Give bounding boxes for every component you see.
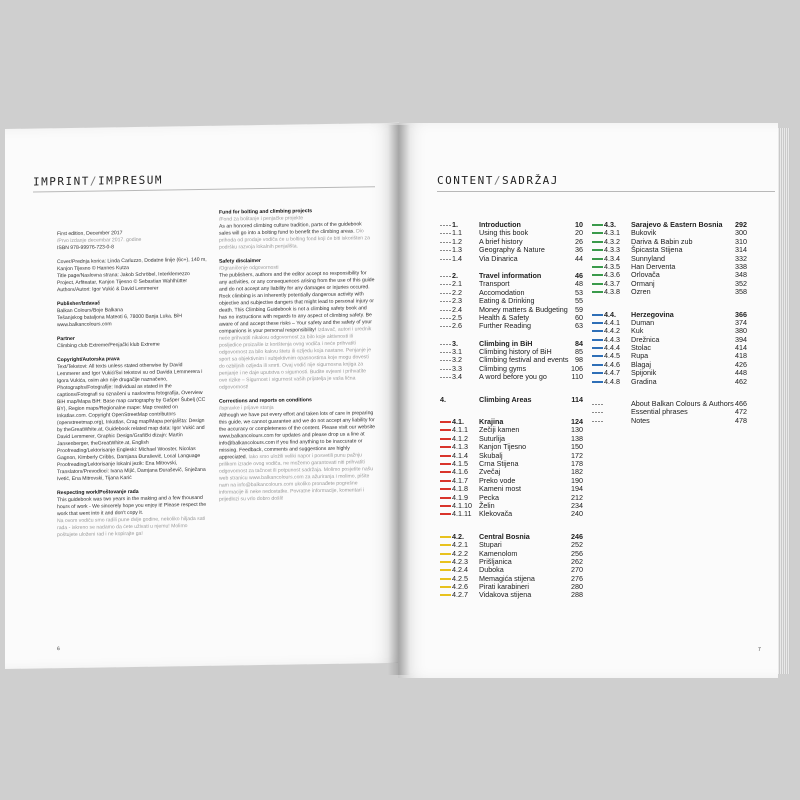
toc-color-marker [440, 318, 451, 319]
toc-color-marker [592, 404, 603, 405]
toc-title: Pecka [479, 492, 499, 502]
toc-title: Duboka [479, 565, 504, 575]
toc-number: 4.4.4 [604, 343, 620, 353]
authors-credit: Authors/Autori: Igor Vukić & David Lemmerer [57, 285, 159, 294]
toc-number: 4.2.6 [452, 582, 468, 592]
toc-title: Notes [631, 415, 650, 425]
toc-number: 4.2.5 [452, 573, 468, 583]
toc-color-marker [592, 355, 603, 357]
toc-number: 1.4 [452, 253, 462, 263]
toc-page-number: 348 [735, 270, 747, 280]
toc-color-marker [592, 224, 603, 226]
toc-color-marker [440, 377, 451, 378]
toc-number: 4.3.5 [604, 261, 620, 271]
toc-title: About Balkan Colours & Authors [631, 399, 734, 409]
safety-text-hr: Izdavač, autori i urednik neće prihvatiti nikakvu odgovornost za bilo koje aktivnosti ili posljedice proizašle iz korištenja ovog vodiča i neće prihvatiti odgovornost za bilo kakvu štetu ili ozljedu koja nastane. Penjanje je sport sa objektivnim i subjektivnim opasnostima koje mogu dovesti do ozbiljnih ozljeda ili smrti. Ovaj vodič nije sigurnosna knjiga za penjanje i ne daje uputstva o sigurnosti. Budite svjesni i prihvatite ove rizike – Sigurnost i sigurnost vaših prijatelja je vaša lična odgovornost! [219, 326, 372, 391]
toc-color-marker [440, 259, 451, 260]
respecting-work-text: This guidebook was two years in the making and a few thousand hours of work - We sincerely hope you enjoy it! Please respect the work that went into it and don't copy it. [57, 494, 207, 518]
toc-color-marker [440, 326, 451, 327]
toc-page-number: 414 [735, 343, 747, 353]
toc-number: 4.2. [452, 531, 464, 541]
toc-title: Accomodation [479, 287, 525, 297]
toc-number: 3.4 [452, 372, 462, 382]
toc-title: Drežnica [631, 334, 660, 344]
partner-name: Climbing club Extreme/Penjački klub Extreme [57, 341, 160, 350]
toc-page-number: 358 [735, 287, 747, 297]
toc-page-number: 46 [575, 270, 583, 280]
toc-page-number: 462 [735, 376, 747, 386]
toc-page-number: 20 [575, 228, 583, 238]
toc-color-marker [440, 586, 451, 588]
publisher-website: www.balkancolours.com [57, 321, 112, 329]
toc-page-number: 182 [571, 467, 583, 477]
publisher-name: Balkan Colours/Boje Balkana [57, 307, 123, 315]
toc-page-number: 352 [735, 278, 747, 288]
toc-page-number: 472 [735, 407, 747, 417]
heading-separator: / [89, 174, 98, 188]
heading-separator: / [493, 174, 502, 187]
title-page-credit: Title page/Naslovna strana: Jakob Schröbel, Interklemezzo Project, Arfiteatar, Kanjon Tijesno © Sebastian Wahlhütter [57, 271, 190, 287]
toc-title: Money matters & Budgeting [479, 304, 568, 314]
toc-title: Skubalj [479, 450, 503, 460]
toc-color-marker [440, 242, 451, 243]
toc-number: 1.1 [452, 228, 462, 238]
toc-color-marker [592, 266, 603, 268]
content-heading [437, 174, 559, 187]
toc-title: Spijonik [631, 368, 657, 378]
toc-color-marker [592, 274, 603, 276]
toc-title: Kamenolom [479, 548, 518, 558]
toc-page-number: 194 [571, 484, 583, 494]
toc-title: Essential phrases [631, 407, 688, 417]
toc-color-marker [440, 233, 451, 234]
toc-page-number: 172 [571, 450, 583, 460]
toc-color-marker [440, 578, 451, 580]
toc-page-number: 124 [571, 417, 583, 427]
toc-color-marker [440, 250, 451, 251]
toc-page-number: 314 [735, 245, 747, 255]
toc-title: Kameni most [479, 484, 521, 494]
heading-rule [437, 191, 775, 192]
publisher-label: Publisher/Izdavač [57, 300, 101, 308]
toc-color-marker [592, 330, 603, 332]
toc-color-marker [440, 544, 451, 546]
toc-number: 4.1.4 [452, 450, 468, 460]
toc-number: 2. [452, 270, 458, 280]
toc-page-number: 130 [571, 425, 583, 435]
toc-number: 2.3 [452, 296, 462, 306]
toc-page-number: 178 [571, 458, 583, 468]
fund-label-hr: /Fond za bolitanje i penjačke projekte [219, 215, 304, 223]
toc-color-marker [592, 232, 603, 234]
toc-column-1 [440, 221, 583, 600]
safety-text: The publishers, authors and the editor accept no responsibility for any activities, or any consequences arising from the use of this guide and do not accept any liability for any damages or injuries occured. Rock climbing is an inherently potentially dangerous activity with objective and subjective dangers that might lead to personal injury or death. This Climbing Guidebook is not a climbing safety book and has no instructions with regards to any aspect of climbing safety. Be aware of and accept these risks – Your safety and the safety of your companions is your personal responsibility! [219, 270, 375, 335]
toc-number: 1.3 [452, 245, 462, 255]
cover-credit: Cover/Prednja korica: Linda Carluzzo, Dodatne linije (6c+), 140 m, Kanjon Tijesno © Hannes Kutza [57, 256, 207, 273]
safety-label: Safety disclaimer [219, 257, 261, 265]
toc-title: Climbing gyms [479, 363, 527, 373]
respecting-work-label: Respecting work/Poštovanje rada [57, 488, 139, 497]
content-heading-hr: SADRŽAJ [501, 174, 559, 187]
toc-number: 4.4.6 [604, 359, 620, 369]
toc-number: 4.1.8 [452, 484, 468, 494]
toc-title: Crna Stijena [479, 458, 519, 468]
toc-page-number: 374 [735, 317, 747, 327]
toc-title: Zvečaj [479, 467, 501, 477]
toc-page-number: 110 [571, 372, 583, 382]
toc-title: Kanjon Tijesno [479, 442, 527, 452]
toc-page-number: 380 [735, 326, 747, 336]
toc-number: 3.2 [452, 355, 462, 365]
toc-title: Via Dinarica [479, 253, 518, 263]
toc-spacer [592, 386, 747, 400]
page-edges [778, 128, 790, 674]
imprint-column-right [219, 207, 375, 510]
toc-color-marker [592, 249, 603, 251]
toc-page-number: 44 [575, 253, 583, 263]
toc-number: 4.4.7 [604, 368, 620, 378]
left-page [5, 123, 399, 669]
toc-page-number: 252 [571, 540, 583, 550]
toc-entry[interactable] [592, 288, 747, 296]
toc-title: Vidakova stijena [479, 590, 532, 600]
toc-page-number: 190 [571, 475, 583, 485]
toc-title: Klekovača [479, 509, 513, 519]
edition-text: First edition, December 2017 [57, 230, 123, 238]
toc-title: Climbing history of BiH [479, 347, 552, 357]
toc-color-marker [440, 536, 451, 538]
toc-title: Preko vode [479, 475, 516, 485]
toc-title: Ormanj [631, 278, 655, 288]
toc-page-number: 310 [735, 236, 747, 246]
partner-label: Partner [57, 335, 75, 343]
publisher-address: Tešanjskog bataljona Mateoti 6, 78000 Banja Luka, BiH [57, 313, 182, 322]
toc-color-marker [440, 276, 451, 277]
toc-page-number: 114 [571, 394, 583, 404]
toc-number: 2.4 [452, 304, 462, 314]
toc-number: 4.1.1 [452, 425, 468, 435]
toc-number: 4.1. [452, 417, 464, 427]
toc-title: Climbing in BiH [479, 338, 533, 348]
toc-title: Eating & Drinking [479, 296, 535, 306]
toc-page-number: 26 [575, 236, 583, 246]
toc-number: 4.2.3 [452, 556, 468, 566]
toc-spacer [592, 297, 747, 311]
toc-number: 4.2.2 [452, 548, 468, 558]
imprint-heading-en: IMPRINT [33, 174, 90, 189]
toc-page-number: 292 [735, 220, 747, 229]
toc-number: 4.1.5 [452, 458, 468, 468]
toc-color-marker [440, 446, 451, 448]
toc-page-number: 234 [571, 500, 583, 510]
toc-page-number: 448 [735, 368, 747, 378]
toc-title: Stolac [631, 343, 651, 353]
toc-page-number: 150 [571, 442, 583, 452]
toc-number: 4.1.10 [452, 500, 472, 510]
safety-label-hr: /Ograničenje odgovornosti [219, 264, 279, 272]
toc-title: Gradina [631, 376, 657, 386]
toc-title: Memagića stijena [479, 573, 535, 583]
toc-title: Orlovača [631, 270, 660, 280]
toc-color-marker [592, 291, 603, 293]
fund-label: Fund for bolting and climbing projects [219, 208, 313, 216]
toc-page-number: 288 [571, 590, 583, 600]
toc-color-marker [592, 421, 603, 422]
toc-page-number: 246 [571, 531, 583, 541]
imprint-column-left [57, 229, 207, 546]
toc-entry[interactable] [440, 510, 583, 518]
toc-page-number: 138 [571, 433, 583, 443]
toc-color-marker [592, 347, 603, 349]
toc-page-number: 256 [571, 548, 583, 558]
toc-color-marker [440, 553, 451, 555]
toc-color-marker [440, 301, 451, 302]
toc-number: 4.2.1 [452, 540, 468, 550]
toc-title: A brief history [479, 236, 523, 246]
toc-page-number: 276 [571, 573, 583, 583]
imprint-heading-hr: IMPRESUM [97, 173, 163, 188]
toc-title: Using this book [479, 228, 529, 238]
toc-color-marker [440, 360, 451, 361]
toc-color-marker [592, 372, 603, 374]
toc-spacer [440, 404, 583, 418]
toc-page-number: 212 [571, 492, 583, 502]
toc-title: Dariva & Babin zub [631, 236, 693, 246]
toc-title: Stupari [479, 540, 502, 550]
toc-number: 2.1 [452, 279, 462, 289]
toc-title: Bukovik [631, 228, 657, 238]
toc-chapter[interactable] [440, 396, 583, 404]
toc-color-marker [440, 569, 451, 571]
toc-number: 2.5 [452, 312, 462, 322]
toc-number: 4.1.9 [452, 492, 468, 502]
toc-title: Sarajevo & Eastern Bosnia [631, 220, 723, 229]
toc-color-marker [592, 381, 603, 383]
toc-spacer [440, 382, 583, 396]
toc-color-marker [440, 421, 451, 423]
toc-title: Health & Safety [479, 312, 529, 322]
toc-number: 1. [452, 220, 458, 229]
toc-page-number: 240 [571, 509, 583, 519]
toc-page-number: 478 [735, 415, 747, 425]
toc-number: 3.1 [452, 347, 462, 357]
toc-page-number: 98 [575, 355, 583, 365]
corrections-text-hr: Iako smo uložili veliki napor i posvetili punu pažnju prilikom izrade ovog vodiča, ne možemo garantovati niti prihvatiti odgovornost za tačnost ili potpunost sadržaja. Molimo posjetite našu web stranicu www.balkancolours.com za ažuriranja i molimo, pišite nam na info@balkancolours.com ukoliko pronađete pogrešne informacije ili neke nedostatke. Povratne informacije, komentari i prijedlozi su vrlo dobro došli! [219, 452, 374, 503]
fund-text-hr: Dio prihoda od prodaje vodiča će u bolting fond koji će biti iskorišten za podršku razvoja lokalnih penjališta. [219, 228, 370, 251]
toc-page-number: 55 [575, 296, 583, 306]
toc-number: 4.4.2 [604, 326, 620, 336]
toc-title: Ozren [631, 287, 651, 297]
toc-page-number: 332 [735, 253, 747, 263]
toc-color-marker [440, 310, 451, 311]
toc-color-marker [440, 284, 451, 285]
corrections-label: Corrections and reports on conditions [219, 397, 312, 405]
toc-number: 4.4.3 [604, 334, 620, 344]
toc-page-number: 280 [571, 582, 583, 592]
toc-number: 4.4.8 [604, 376, 620, 386]
toc-title: Špicasta Stijena [631, 245, 683, 255]
toc-number: 4.4.5 [604, 351, 620, 361]
toc-color-marker [440, 225, 451, 226]
corrections-text: Although we have put every effort and taken lots of care in preparing this guide, we cannot guarantee and we do not accept any liability for the accuracy or completeness of the content. Please visit our website www.balkancolours.com for updates and please drop us a line at info@balkancolours.com if you find anything to be inaccurate or missing. Feedback, comments and suggestions are highly appreciated. [219, 410, 376, 461]
toc-color-marker [440, 344, 451, 345]
toc-number: 2.6 [452, 321, 462, 331]
toc-color-marker [440, 513, 451, 515]
toc-title: Central Bosnia [479, 531, 530, 541]
toc-number: 4.1.6 [452, 467, 468, 477]
page-number-right: 7 [758, 647, 761, 653]
copyright-text: Text/Tekstovi: All texts unless stated otherwise by David Lemmerer and Igor Vukić/Svi tekstovi su od Davida Lemmerera i Igora Vukića, osim ako nije drugačije naznačeno, Photographs/Fotografije: Individual as stated in the captions/Fotografi su označeni u naslovima fotografija, Overview BiH map/Mapa BiH: Base map cartography by Gašper Šubelj (CC BY), Region maps/Regionalne mape: Map created on Inkatlas.com. Copyright OpenStreetMap contributors (openstreetmap.org), Inkatlas, Crag map/Mapa penjališta: Design by theGreatWhite.at, Guidebook related map data: Igor Vukić and David Lemmerer, Graphic Design/Grafički dizajn: Martin Jansenberger, theGreatWhite.at, English Proofreading/Lektorisanje Engleski: Michael Wooster, Nicolas Gagnon, Kimberly Cribbs, Damjana Đuraševič, Local Language Proofreading/Lektorisanje lokalni jezik: Ena Mitrovski, Translators/Prevodioci: Ivana Mijić, Damjana Đuraševič, Snježana Ivetić, Ena Mitrovski, Tijana Karić [57, 362, 206, 483]
toc-color-marker [592, 339, 603, 341]
toc-title: Zečiji kamen [479, 425, 520, 435]
toc-page-number: 300 [735, 228, 747, 238]
toc-page-number: 366 [735, 309, 747, 319]
toc-page-number: 394 [735, 334, 747, 344]
toc-page-number: 418 [735, 351, 747, 361]
toc-color-marker [592, 283, 603, 285]
toc-spacer [440, 519, 583, 533]
toc-color-marker [440, 488, 451, 490]
toc-title: Herzegovina [631, 309, 674, 319]
toc-page-number: 106 [571, 363, 583, 373]
toc-color-marker [592, 412, 603, 413]
toc-color-marker [440, 594, 451, 596]
toc-number: 4.4. [604, 309, 616, 319]
toc-number: 3.3 [452, 363, 462, 373]
toc-color-marker [440, 352, 451, 353]
toc-title: Prišljanica [479, 556, 512, 566]
toc-title: Pirati karabineri [479, 582, 529, 592]
toc-entry[interactable] [592, 417, 747, 425]
toc-page-number: 48 [575, 279, 583, 289]
toc-color-marker [440, 480, 451, 482]
toc-page-number: 262 [571, 556, 583, 566]
toc-number: 4.1.3 [452, 442, 468, 452]
toc-color-marker [440, 463, 451, 465]
toc-color-marker [440, 505, 451, 507]
toc-entry[interactable] [592, 408, 747, 416]
toc-title: Transport [479, 279, 510, 289]
toc-title: Krajina [479, 417, 504, 427]
toc-number: 4.3.7 [604, 278, 620, 288]
toc-entry[interactable] [440, 591, 583, 599]
toc-title: Han Derventa [631, 261, 676, 271]
toc-color-marker [440, 369, 451, 370]
toc-color-marker [592, 241, 603, 243]
toc-color-marker [440, 471, 451, 473]
toc-color-marker [440, 293, 451, 294]
toc-color-marker [592, 364, 603, 366]
toc-title: Rupa [631, 351, 649, 361]
toc-title: Further Reading [479, 321, 531, 331]
toc-entry[interactable] [440, 255, 583, 263]
toc-number: 4.3.3 [604, 245, 620, 255]
toc-column-2 [592, 221, 747, 425]
page-number-left: 6 [57, 646, 60, 653]
toc-number: 4.3.8 [604, 287, 620, 297]
toc-page-number: 85 [575, 347, 583, 357]
toc-entry[interactable] [592, 378, 747, 386]
toc-title: Travel information [479, 270, 542, 280]
toc-number: 4.3.6 [604, 270, 620, 280]
toc-number: 4.1.7 [452, 475, 468, 485]
toc-page-number: 10 [575, 220, 583, 229]
toc-page-number: 84 [575, 338, 583, 348]
isbn: ISBN 978-99976-723-0-8 [57, 244, 114, 252]
toc-page-number: 63 [575, 321, 583, 331]
toc-page-number: 53 [575, 287, 583, 297]
toc-number: 4.3.4 [604, 253, 620, 263]
right-page [398, 123, 778, 678]
imprint-heading [33, 174, 163, 189]
toc-page-number: 270 [571, 565, 583, 575]
toc-color-marker [592, 314, 603, 316]
toc-color-marker [592, 258, 603, 260]
corrections-label-hr: /Ispravke i prijave stanja [219, 404, 274, 412]
toc-color-marker [440, 497, 451, 499]
content-heading-en: CONTENT [437, 174, 494, 187]
toc-title: A word before you go [479, 372, 547, 382]
toc-title: Climbing festival and events [479, 355, 569, 365]
toc-entry[interactable] [440, 322, 583, 330]
toc-number: 4.4.1 [604, 317, 620, 327]
toc-title: Duman [631, 317, 655, 327]
toc-page-number: 466 [735, 399, 747, 409]
toc-title: Climbing Areas [479, 394, 532, 404]
toc-number: 1.2 [452, 236, 462, 246]
toc-title: Introduction [479, 220, 521, 229]
toc-number: 2.2 [452, 287, 462, 297]
toc-number: 4.1.11 [452, 509, 472, 519]
toc-page-number: 338 [735, 261, 747, 271]
edition-text-hr: /Prvo izdanje decembar 2017. godine [57, 236, 142, 245]
toc-number: 4. [440, 394, 446, 404]
toc-entry[interactable] [440, 373, 583, 381]
toc-title: Kuk [631, 326, 644, 336]
toc-color-marker [592, 322, 603, 324]
toc-page-number: 426 [735, 359, 747, 369]
copyright-label: Copyright/Autorska prava [57, 356, 120, 364]
toc-number: 4.1.2 [452, 433, 468, 443]
toc-number: 4.3. [604, 220, 616, 229]
toc-number: 4.2.7 [452, 590, 468, 600]
toc-title: Želin [479, 500, 495, 510]
toc-page-number: 60 [575, 312, 583, 322]
toc-title: Suturlija [479, 433, 505, 443]
gutter-shadow [388, 125, 410, 675]
toc-title: Sunnyland [631, 253, 665, 263]
fund-text: As an honored climbing culture tradition, parts of the guidebook sales will go into a bolting fund to benefit the climbing areas. [219, 221, 362, 237]
toc-color-marker [440, 561, 451, 563]
toc-color-marker [440, 455, 451, 457]
toc-color-marker [440, 438, 451, 440]
respecting-work-text-hr: Na ovom vodiču smo radili pune dvije godine, nekoliko hiljada sati rada - iskreno se nadamo da ćete uživati u njemu! Molimo poštujete uloženi rad i ne kopirajte ga! [57, 515, 206, 539]
toc-number: 4.3.2 [604, 236, 620, 246]
toc-page-number: 59 [575, 304, 583, 314]
toc-number: 4.2.4 [452, 565, 468, 575]
toc-title: Blagaj [631, 359, 651, 369]
toc-page-number: 36 [575, 245, 583, 255]
toc-title: Geography & Nature [479, 245, 545, 255]
toc-number: 4.3.1 [604, 228, 620, 238]
toc-color-marker [440, 429, 451, 431]
toc-number: 3. [452, 338, 458, 348]
